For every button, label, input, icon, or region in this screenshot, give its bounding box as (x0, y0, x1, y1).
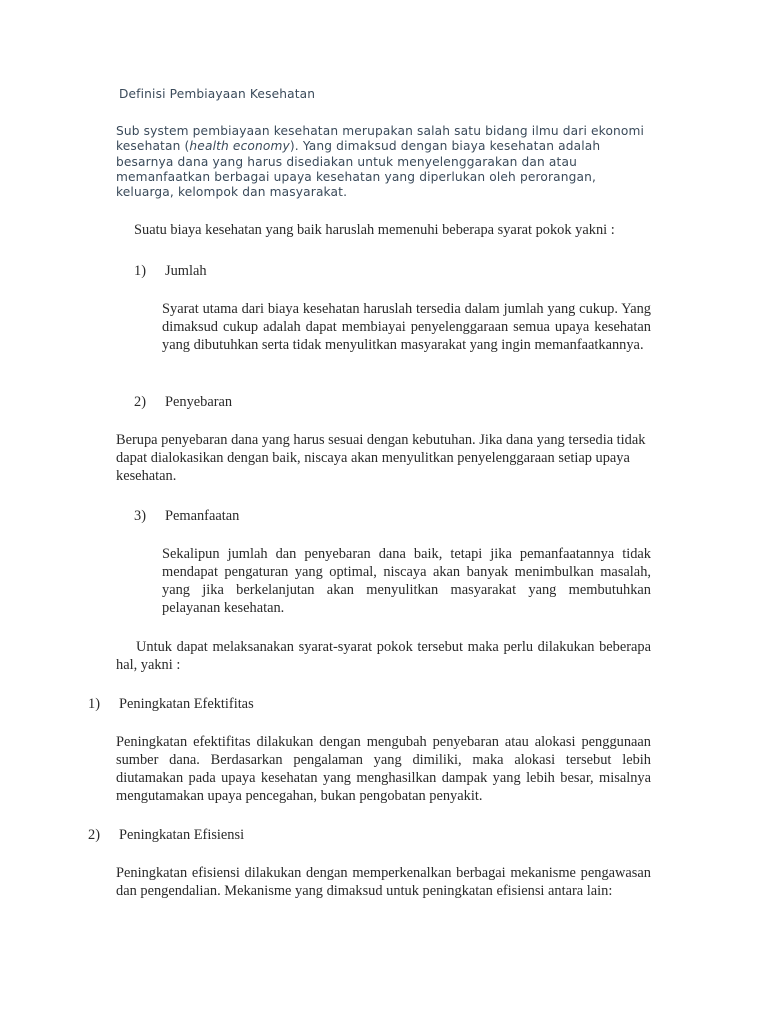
hal-title: Peningkatan Efektifitas (119, 696, 254, 712)
hal-intro: Untuk dapat melaksanakan syarat-syarat pokok tersebut maka perlu dilakukan beberapa hal, yakni : (116, 639, 651, 673)
hal-heading-efektifitas (88, 695, 488, 713)
hal-number: 2) (88, 827, 100, 843)
hal-text-efisiensi: Peningkatan efisiensi dilakukan dengan memperkenalkan berbagai mekanisme pengawasan dan pengendalian. Mekanisme yang dimaksud untuk peningkatan efisiensi antara lain: (116, 865, 651, 899)
syarat-title: Jumlah (165, 263, 207, 279)
intro-term: health economy (189, 139, 290, 154)
syarat-heading-penyebaran (134, 393, 534, 411)
intro-text-after: ). Yang dimaksud dengan biaya kesehatan adalah besarnya dana yang harus disediakan untuk menyelenggarakan dan atau memanfaatkan berbagai upaya kesehatan yang diperlukan oleh perorangan, keluarga, kelompok dan masyarakat. (116, 139, 601, 200)
intro-text-before: Sub system pembiayaan kesehatan merupakan salah satu bidang ilmu dari ekonomi kesehatan ( (116, 124, 645, 154)
hal-number: 1) (88, 696, 100, 712)
syarat-title: Penyebaran (165, 394, 233, 410)
syarat-heading-pemanfaatan (134, 507, 534, 525)
syarat-number: 1) (134, 263, 146, 279)
syarat-number: 2) (134, 394, 146, 410)
syarat-heading-jumlah (134, 262, 534, 280)
page-title: Definisi Pembiayaan Kesehatan (119, 87, 316, 101)
intro-paragraph (116, 124, 656, 200)
syarat-title: Pemanfaatan (165, 508, 240, 524)
syarat-text-penyebaran: Berupa penyebaran dana yang harus sesuai dengan kebutuhan. Jika dana yang tersedia tidak dapat dialokasikan dengan baik, niscaya akan menyulitkan penyelenggaraan setiap upaya kesehatan. (116, 432, 646, 484)
hal-heading-efisiensi (88, 826, 488, 844)
syarat-text-jumlah: Syarat utama dari biaya kesehatan haruslah tersedia dalam jumlah yang cukup. Yang dimaksud cukup adalah dapat membiayai penyelenggaraan semua upaya kesehatan yang dibutuhkan serta tidak menyulitkan masyarakat yang ingin memanfaatkannya. (162, 301, 651, 353)
hal-text-efektifitas: Peningkatan efektifitas dilakukan dengan mengubah penyebaran atau alokasi penggunaan sumber dana. Berdasarkan pengalaman yang dimiliki, maka alokasi tersebut lebih diutamakan pada upaya kesehatan yang menghasilkan dampak yang lebih besar, misalnya mengutamakan upaya pencegahan, bukan pengobatan penyakit. (116, 734, 651, 804)
syarat-text-pemanfaatan: Sekalipun jumlah dan penyebaran dana baik, tetapi jika pemanfaatannya tidak mendapat pengaturan yang optimal, niscaya akan banyak menimbulkan masalah, yang jika berkelanjutan akan menyulitkan masyarakat yang membutuhkan pelayanan kesehatan. (162, 546, 651, 616)
syarat-number: 3) (134, 508, 146, 524)
hal-title: Peningkatan Efisiensi (119, 827, 245, 843)
syarat-intro: Suatu biaya kesehatan yang baik haruslah memenuhi beberapa syarat pokok yakni : (134, 222, 615, 238)
